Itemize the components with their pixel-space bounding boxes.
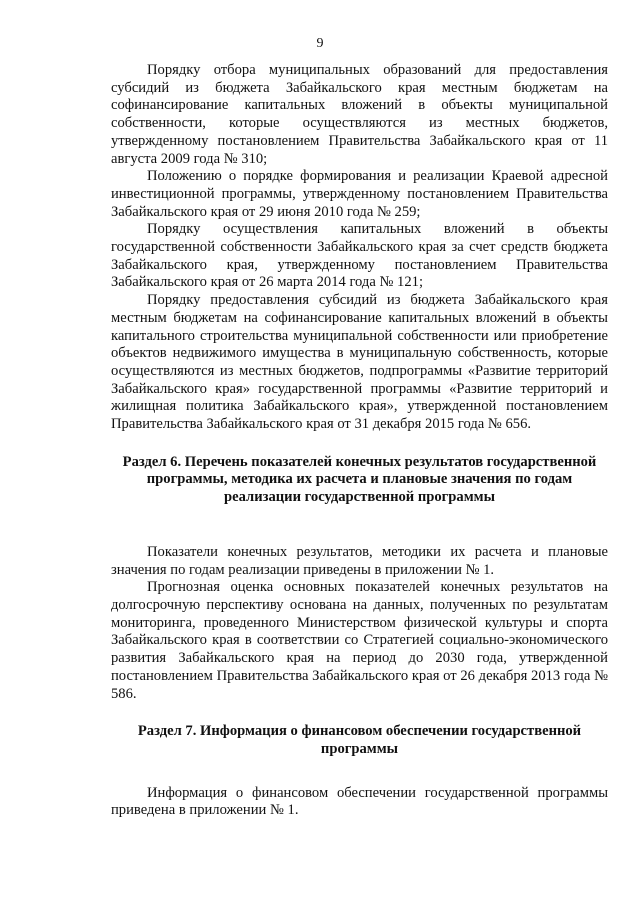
paragraph-financing: Информация о финансовом обеспечении государственной программы приведена в приложении № 1. (111, 784, 608, 819)
paragraph-investment-program: Положению о порядке формирования и реализации Краевой адресной инвестиционной программы, утвержденному постановлением Правительства Забайкальского края от 29 июня 2010 года № 259; (111, 168, 608, 220)
page-number: 9 (316, 36, 324, 51)
paragraph-forecast: Прогнозная оценка основных показателей конечных результатов на долгосрочную перспективу основана на данных, полученных по результатам мониторинга, проведенного Министерством физической культуры и спорта Забайкальского края в соответствии со Стратегией социально-экономического развития Забайкальского края на период до 2030 года, утвержденной постановлением Правительства Забайкальского края от 26 декабря 2013 года № 586. (111, 579, 608, 702)
paragraph-capital-investments: Порядку осуществления капитальных вложений в объекты государственной собственности Забайкальского края за счет средств бюджета Забайкальского края, утвержденному постановлением Правительства Забайкальского края от 26 марта 2014 года № 121; (111, 221, 608, 291)
section-6-title: Раздел 6. Перечень показателей конечных результатов государственной программы, методика их расчета и плановые значения по годам реализации государственной программы (122, 453, 597, 506)
paragraph-selection-procedure: Порядку отбора муниципальных образований для предоставления субсидий из бюджета Забайкальского края местным бюджетам на софинансирование капитальных вложений в объекты муниципальной собственности, которые осуществляются из местных бюджетов, утвержденному постановлением Правительства Забайкальского края от 11 августа 2009 года № 310; (111, 62, 608, 167)
paragraph-subsidies-procedure: Порядку предоставления субсидий из бюджета Забайкальского края местным бюджетам на софинансирование капитальных вложений в объекты капитального строительства муниципальной собственности или приобретение объектов недвижимого имущества в муниципальную собственность, которые осуществляются из местных бюджетов, подпрограммы «Развитие территорий Забайкальского края» государственной программы «Развитие территорий и жилищная политика Забайкальского края», утвержденной постановлением Правительства Забайкальского края от 31 декабря 2015 года № 656. (111, 292, 608, 433)
document-body (111, 62, 608, 820)
paragraph-indicators: Показатели конечных результатов, методики их расчета и плановые значения по годам реализации приведены в приложении № 1. (111, 543, 608, 578)
section-7-title: Раздел 7. Информация о финансовом обеспечении государственной программы (137, 723, 582, 757)
